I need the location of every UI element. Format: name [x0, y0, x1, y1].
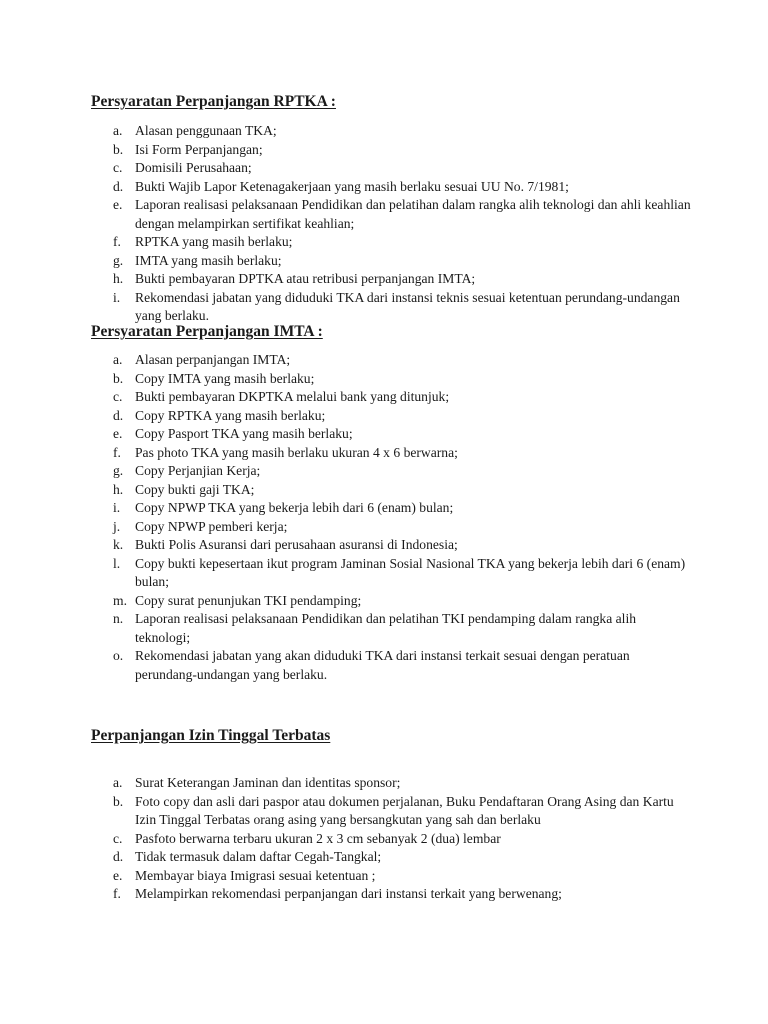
list-item-text: Membayar biaya Imigrasi sesuai ketentuan ;: [135, 867, 376, 883]
list-marker: f.: [113, 886, 121, 901]
list-item-text: Copy surat penunjukan TKI pendamping;: [135, 592, 362, 608]
list-item-text: Bukti pembayaran DKPTKA melalui bank yang ditunjuk;: [135, 389, 450, 404]
list-item-text: Tidak termasuk dalam daftar Cegah-Tangkal;: [135, 849, 382, 864]
list-item: [91, 178, 691, 197]
requirement-list: [91, 122, 691, 326]
requirement-list: [91, 774, 691, 904]
list-item-text: Laporan realisasi pelaksanaan Pendidikan dan pelatihan dalam rangka alih teknologi dan ahli keahlian dengan melampirkan sertifikat keahlian;: [135, 197, 691, 231]
list-item: [91, 610, 691, 647]
section-izin-tinggal: [91, 726, 691, 904]
list-item-text: Pasfoto berwarna terbaru ukuran 2 x 3 cm sebanyak 2 (dua) lembar: [135, 830, 501, 846]
list-marker: a.: [113, 352, 123, 367]
requirement-list: [91, 351, 691, 684]
list-item-text: Surat Keterangan Jaminan dan identitas sponsor;: [135, 775, 401, 790]
list-item-text: Alasan penggunaan TKA;: [135, 123, 277, 138]
list-marker: g.: [113, 252, 124, 268]
list-item: [91, 793, 691, 830]
list-item-text: Bukti Polis Asuransi dari perusahaan asuransi di Indonesia;: [135, 537, 458, 552]
list-item: [91, 159, 691, 178]
list-marker: n.: [113, 611, 124, 626]
list-marker: d.: [113, 849, 124, 864]
list-item: [91, 233, 691, 252]
list-marker: f.: [113, 444, 121, 460]
list-item-text: Copy Pasport TKA yang masih berlaku;: [135, 426, 353, 441]
list-item: [91, 444, 691, 463]
list-item-text: Bukti pembayaran DPTKA atau retribusi perpanjangan IMTA;: [135, 271, 476, 286]
list-item-text: Domisili Perusahaan;: [135, 160, 252, 175]
list-marker: c.: [113, 160, 123, 175]
list-item: [91, 555, 691, 592]
list-item-text: Rekomendasi jabatan yang diduduki TKA dari instansi teknis sesuai ketentuan perundang-undangan yang berlaku.: [135, 289, 680, 323]
list-item: [91, 830, 691, 849]
list-marker: k.: [113, 537, 124, 552]
list-marker: i.: [113, 289, 121, 305]
list-item: [91, 462, 691, 481]
list-marker: i.: [113, 500, 121, 515]
list-item-text: Isi Form Perpanjangan;: [135, 141, 263, 157]
list-item: [91, 481, 691, 500]
list-item-text: Foto copy dan asli dari paspor atau dokumen perjalanan, Buku Pendaftaran Orang Asing dan Kartu Izin Tinggal Terbatas orang asing yang bersangkutan yang sah dan berlaku: [135, 793, 674, 827]
list-marker: h.: [113, 481, 124, 497]
section-imta: [91, 322, 691, 684]
list-item-text: Copy NPWP pemberi kerja;: [135, 518, 288, 534]
list-marker: o.: [113, 648, 124, 663]
list-item-text: IMTA yang masih berlaku;: [135, 252, 282, 268]
list-item: [91, 499, 691, 518]
list-item-text: Pas photo TKA yang masih berlaku ukuran 4 x 6 berwarna;: [135, 444, 458, 460]
list-marker: a.: [113, 775, 123, 790]
list-item: [91, 141, 691, 160]
list-item-text: Copy bukti gaji TKA;: [135, 481, 255, 497]
list-item: [91, 867, 691, 886]
section-heading: Persyaratan Perpanjangan RPTKA :: [91, 93, 336, 110]
section-heading: Persyaratan Perpanjangan IMTA :: [91, 323, 323, 340]
list-item-text: Bukti Wajib Lapor Ketenagakerjaan yang masih berlaku sesuai UU No. 7/1981;: [135, 178, 569, 194]
list-marker: b.: [113, 370, 124, 386]
list-marker: d.: [113, 178, 124, 194]
list-marker: h.: [113, 271, 124, 286]
list-marker: e.: [113, 426, 123, 441]
list-item-text: Copy NPWP TKA yang bekerja lebih dari 6 (enam) bulan;: [135, 500, 454, 515]
list-item-text: Copy IMTA yang masih berlaku;: [135, 370, 315, 386]
list-item: [91, 885, 691, 904]
list-item: [91, 351, 691, 370]
list-item: [91, 270, 691, 289]
list-marker: f.: [113, 234, 121, 249]
list-marker: e.: [113, 197, 123, 212]
list-marker: b.: [113, 793, 124, 809]
list-marker: c.: [113, 389, 123, 404]
list-item-text: Copy bukti kepesertaan ikut program Jaminan Sosial Nasional TKA yang bekerja lebih dari 6 (enam) bulan;: [135, 555, 686, 589]
list-item: [91, 518, 691, 537]
list-item: [91, 647, 691, 684]
list-marker: d.: [113, 407, 124, 423]
list-item: [91, 252, 691, 271]
list-marker: j.: [113, 518, 121, 534]
list-item: [91, 425, 691, 444]
list-item-text: RPTKA yang masih berlaku;: [135, 234, 293, 249]
list-item: [91, 407, 691, 426]
section-heading: Perpanjangan Izin Tinggal Terbatas: [91, 727, 331, 744]
list-item: [91, 774, 691, 793]
list-item: [91, 370, 691, 389]
list-item: [91, 848, 691, 867]
list-item: [91, 536, 691, 555]
list-item: [91, 388, 691, 407]
list-marker: l.: [113, 555, 121, 571]
list-item-text: Alasan perpanjangan IMTA;: [135, 352, 291, 367]
section-rptka: [91, 92, 691, 326]
list-item-text: Laporan realisasi pelaksanaan Pendidikan dan pelatihan TKI pendamping dalam rangka alih teknologi;: [135, 611, 637, 645]
list-marker: b.: [113, 141, 124, 157]
list-marker: m.: [113, 592, 127, 608]
list-item-text: Rekomendasi jabatan yang akan diduduki TKA dari instansi terkait sesuai dengan peratuan perundang-undangan yang berlaku.: [135, 648, 630, 682]
list-item: [91, 592, 691, 611]
list-marker: e.: [113, 867, 123, 883]
list-item-text: Copy Perjanjian Kerja;: [135, 463, 261, 478]
list-item: [91, 196, 691, 233]
list-item: [91, 122, 691, 141]
list-marker: g.: [113, 463, 124, 478]
list-item-text: Copy RPTKA yang masih berlaku;: [135, 407, 326, 423]
list-item: [91, 289, 691, 326]
list-marker: a.: [113, 123, 123, 138]
list-item-text: Melampirkan rekomendasi perpanjangan dari instansi terkait yang berwenang;: [135, 886, 562, 901]
list-marker: c.: [113, 830, 123, 846]
